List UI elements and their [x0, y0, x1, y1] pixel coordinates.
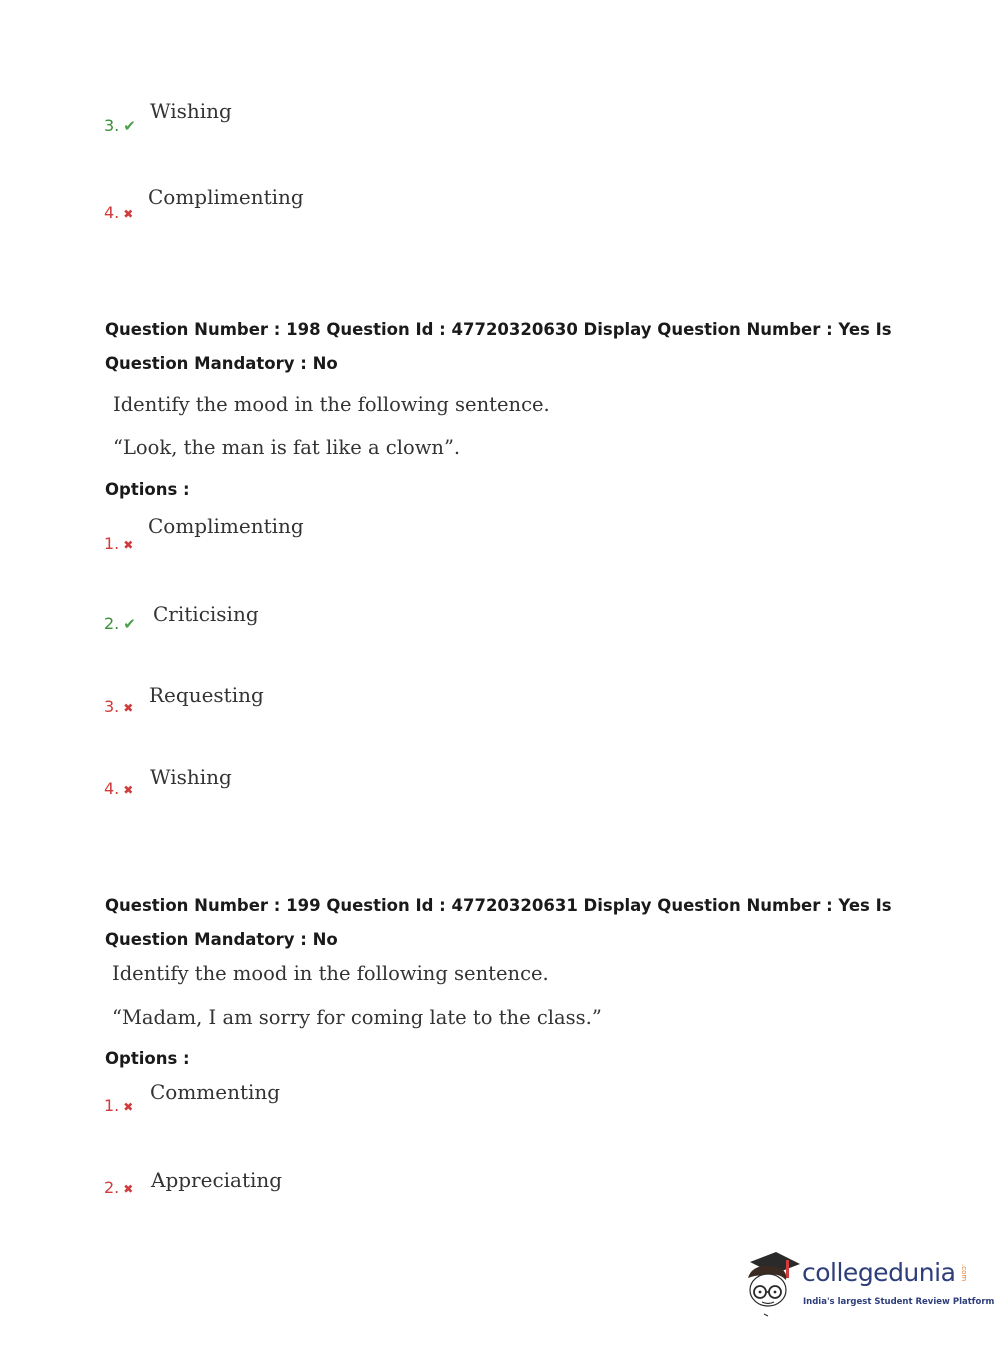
check-icon: ✔ [123, 615, 136, 633]
question-198-header: Question Number : 198 Question Id : 47720320630 Display Question Number : Yes Is Question Mandatory : No [105, 320, 892, 373]
question-199-options-label: Options : [105, 1049, 190, 1068]
q198-option-2-number: 2. ✔ [104, 614, 136, 633]
mascot-icon [742, 1250, 804, 1320]
cross-icon: ✖ [123, 1100, 134, 1114]
logo-dotcom: .com [960, 1264, 968, 1282]
question-198-sentence: “Look, the man is fat like a clown”. [113, 436, 461, 459]
q199-option-1-text: Commenting [150, 1080, 281, 1104]
q199-option-2-number: 2. ✖ [104, 1178, 134, 1197]
check-icon: ✔ [123, 117, 136, 135]
logo-wordmark: collegedunia [802, 1258, 956, 1287]
collegedunia-logo[interactable] [742, 1250, 995, 1320]
q198-option-2-text: Criticising [153, 602, 259, 626]
question-198-prompt: Identify the mood in the following sentence. [113, 393, 550, 416]
cross-icon: ✖ [123, 783, 134, 797]
cross-icon: ✖ [123, 1182, 134, 1196]
question-199-prompt: Identify the mood in the following sentence. [112, 962, 549, 985]
option-3-text: Wishing [150, 99, 232, 123]
q199-option-2-text: Appreciating [151, 1168, 283, 1192]
q198-option-3-text: Requesting [149, 683, 264, 707]
question-199-header: Question Number : 199 Question Id : 47720320631 Display Question Number : Yes Is Question Mandatory : No [105, 896, 892, 949]
q198-option-1-text: Complimenting [148, 514, 304, 538]
cross-icon: ✖ [123, 207, 134, 221]
option-4-text: Complimenting [148, 185, 304, 209]
q198-option-4-text: Wishing [150, 765, 232, 789]
question-198-options-label: Options : [105, 480, 190, 499]
cross-icon: ✖ [123, 701, 134, 715]
option-3-number: 3. ✔ [104, 116, 136, 135]
option-4-number: 4. ✖ [104, 203, 134, 222]
question-199-sentence: “Madam, I am sorry for coming late to the class.” [112, 1006, 602, 1029]
cross-icon: ✖ [123, 538, 134, 552]
q198-option-3-number: 3. ✖ [104, 697, 134, 716]
q198-option-4-number: 4. ✖ [104, 779, 134, 798]
q198-option-1-number: 1. ✖ [104, 534, 134, 553]
q199-option-1-number: 1. ✖ [104, 1096, 134, 1115]
logo-tagline: India's largest Student Review Platform [803, 1297, 995, 1307]
